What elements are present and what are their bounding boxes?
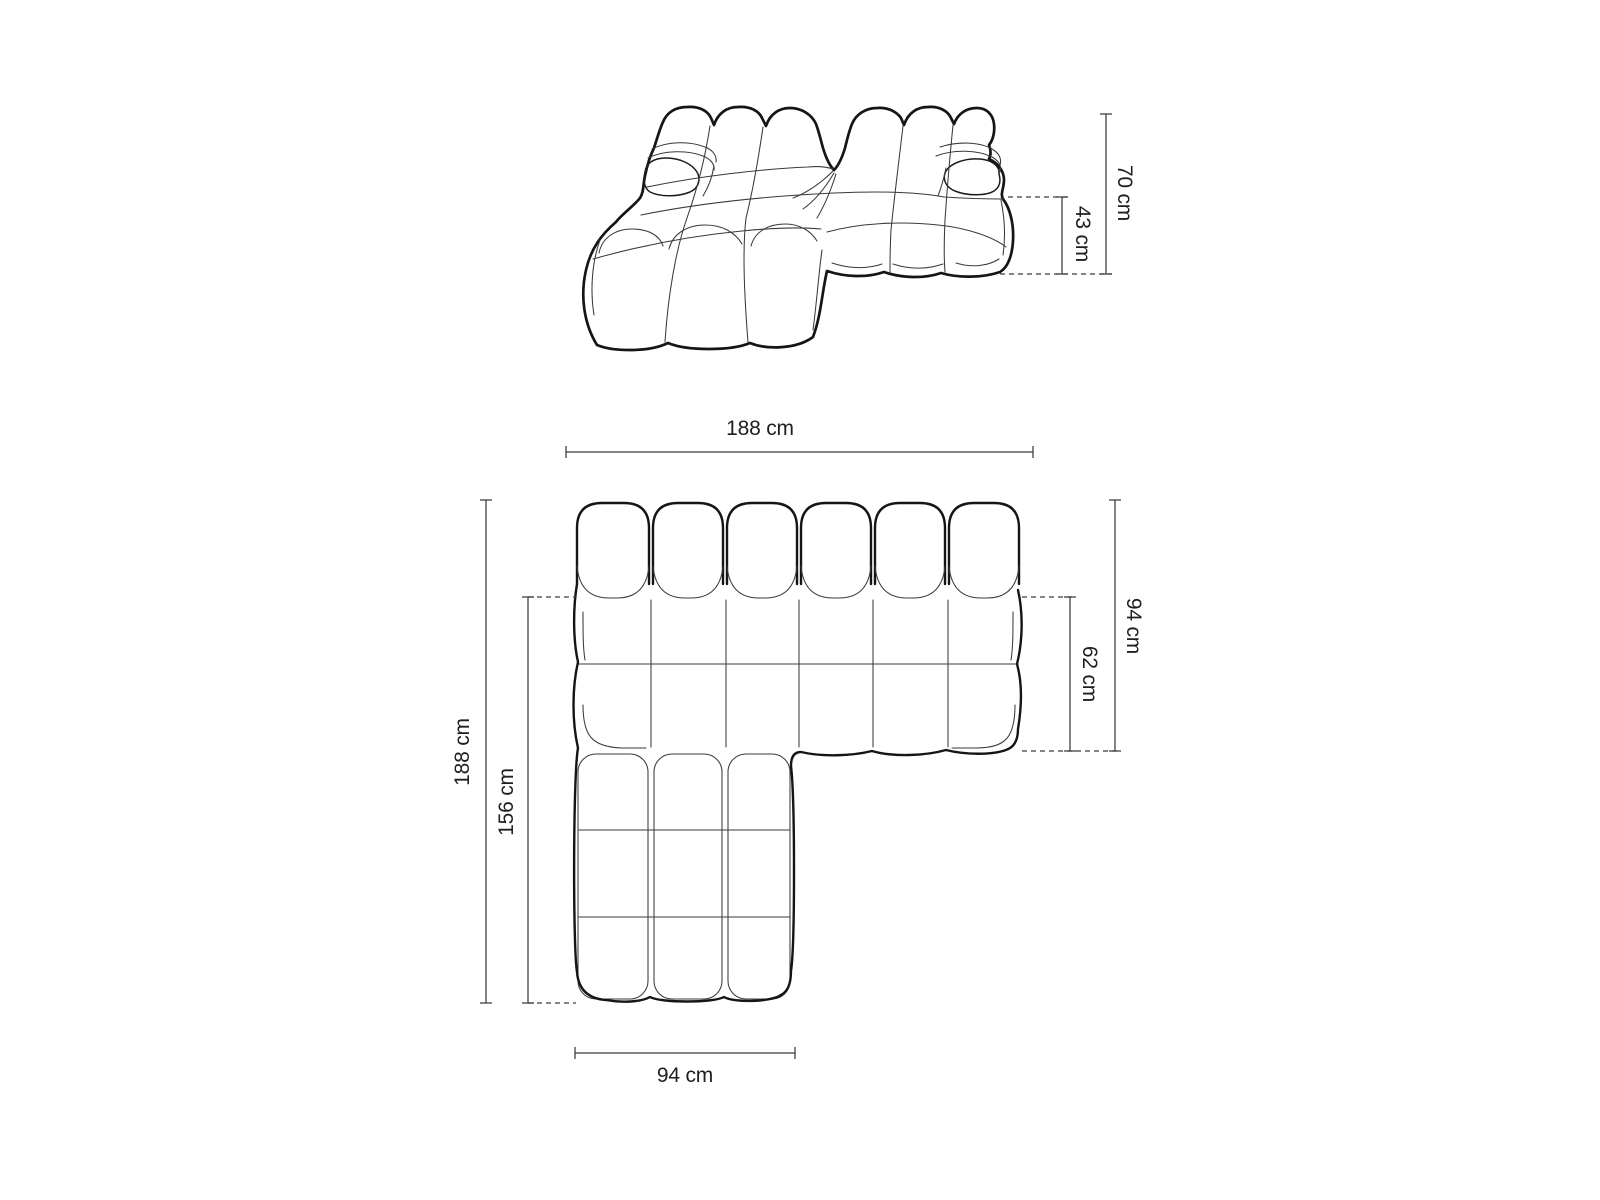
dim-label-top-seat-depth: 62 cm: [1078, 645, 1101, 703]
dim-label-top-total-depth: 188 cm: [451, 718, 474, 786]
top-view-drawing: [574, 503, 1022, 1002]
plan-seat-grid: [579, 600, 1018, 748]
plan-backrest-modules: [577, 503, 1019, 598]
dim-label-top-depth: 94 cm: [1122, 597, 1145, 655]
front-view-drawing: [583, 107, 1013, 350]
dim-label-top-chaise-length: 156 cm: [495, 768, 518, 836]
dim-label-front-height: 70 cm: [1113, 164, 1136, 222]
front-tuft-seams: [665, 125, 953, 342]
dim-label-top-width: 188 cm: [726, 417, 794, 440]
dim-label-front-seat-height: 43 cm: [1071, 205, 1094, 263]
dim-label-top-chaise-width: 94 cm: [656, 1064, 714, 1087]
front-view-dimensions: [1000, 114, 1112, 274]
plan-chaise-modules: [578, 754, 790, 999]
plan-sofa-outline: [574, 584, 1022, 1002]
